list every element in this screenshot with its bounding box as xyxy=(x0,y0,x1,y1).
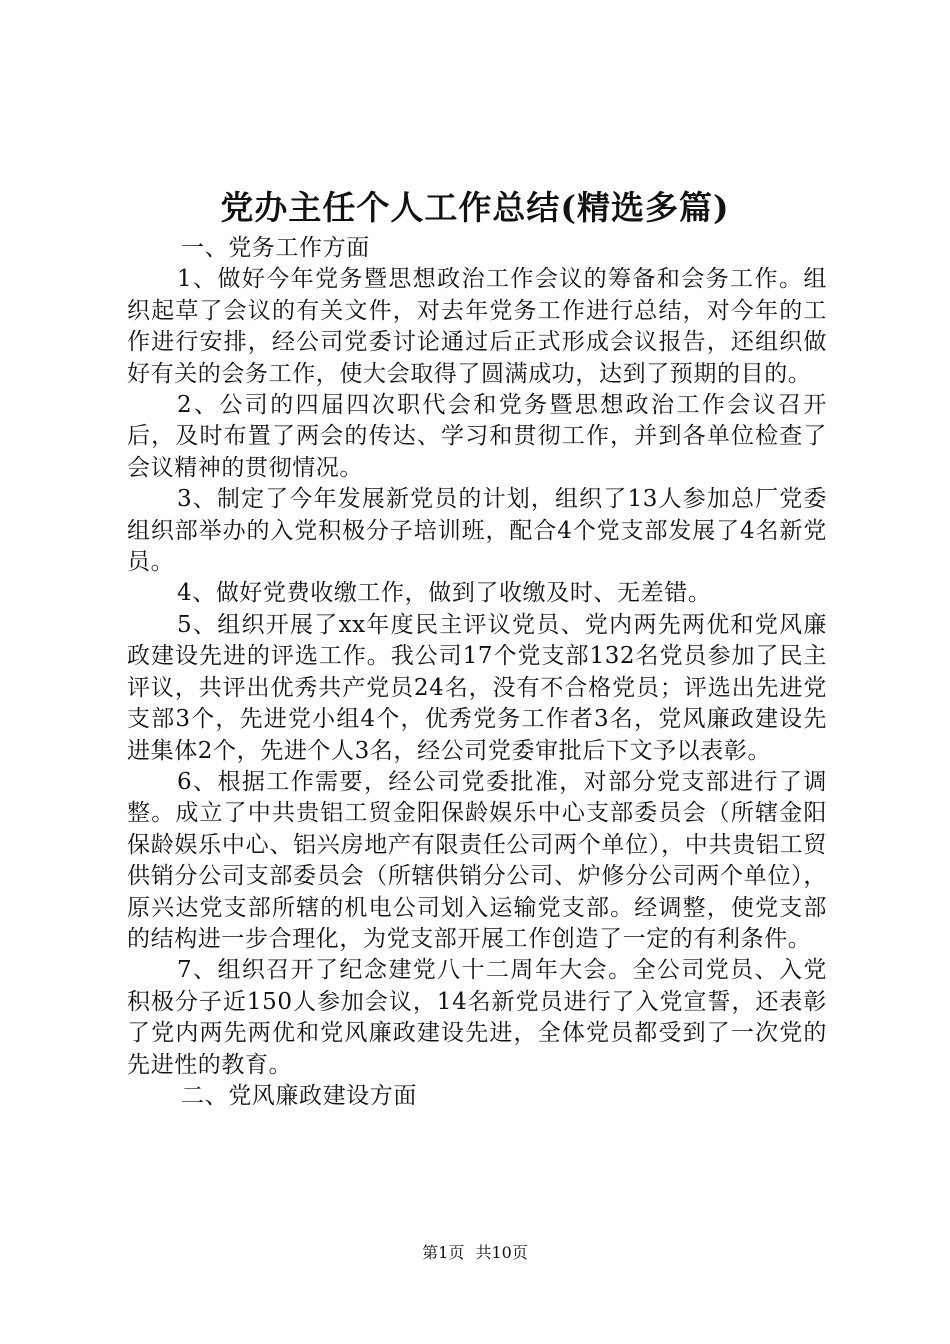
section-heading-integrity: 二、党风廉政建设方面 xyxy=(181,1082,417,1109)
document-body xyxy=(127,233,827,1112)
page-footer xyxy=(0,1242,950,1264)
paragraph-item-4: 4、做好党费收缴工作，做到了收缴及时、无差错。 xyxy=(177,580,712,607)
section-heading-party-affairs: 一、党务工作方面 xyxy=(181,235,370,261)
paragraph-item-5: 5、组织开展了xx年度民主评议党员、党内两先两优和党风廉政建设先进的评选工作。我公司17个党支部132名党员参加了民主评议，共评出优秀共产党员24名，没有不合格党员；评选出先进党支部3个，先进党小组4个，优秀党务工作者3名，党风廉政建设先进集体2个，先进个人3名，经公司党委审批后下文予以表彰。 xyxy=(127,611,827,764)
document-title: 党办主任个人工作总结(精选多篇) xyxy=(220,188,730,227)
paragraph-item-3: 3、制定了今年发展新党员的计划，组织了13人参加总厂党委组织部举办的入党积极分子培训班，配合4个党支部发展了4名新党员。 xyxy=(127,486,827,576)
paragraph-item-7: 7、组织召开了纪念建党八十二周年大会。全公司党员、入党积极分子近150人参加会议，14名新党员进行了入党宣誓，还表彰了党内两先两优和党风廉政建设先进，全体党员都受到了一次党的先进性的教育。 xyxy=(127,957,827,1078)
page-total: 共10页 xyxy=(475,1243,528,1262)
paragraph-item-1: 1、做好今年党务暨思想政治工作会议的筹备和会务工作。组织起草了会议的有关文件，对去年党务工作进行总结，对今年的工作进行安排，经公司党委讨论通过后正式形成会议报告，还组织做好有关的会务工作，使大会取得了圆满成功，达到了预期的目的。 xyxy=(127,266,827,387)
page-number: 第1页 xyxy=(422,1243,465,1262)
paragraph-item-2: 2、公司的四届四次职代会和党务暨思想政治工作会议召开后，及时布置了两会的传达、学习和贯彻工作，并到各单位检查了会议精神的贯彻情况。 xyxy=(127,392,827,481)
paragraph-item-6: 6、根据工作需要，经公司党委批准，对部分党支部进行了调整。成立了中共贵铝工贸金阳保龄娱乐中心支部委员会（所辖金阳保龄娱乐中心、铝兴房地产有限责任公司两个单位），中共贵铝工贸供销分公司支部委员会（所辖供销分公司、炉修分公司两个单位），原兴达党支部所辖的机电公司划入运输党支部。经调整，使党支部的结构进一步合理化，为党支部开展工作创造了一定的有利条件。 xyxy=(127,768,827,952)
